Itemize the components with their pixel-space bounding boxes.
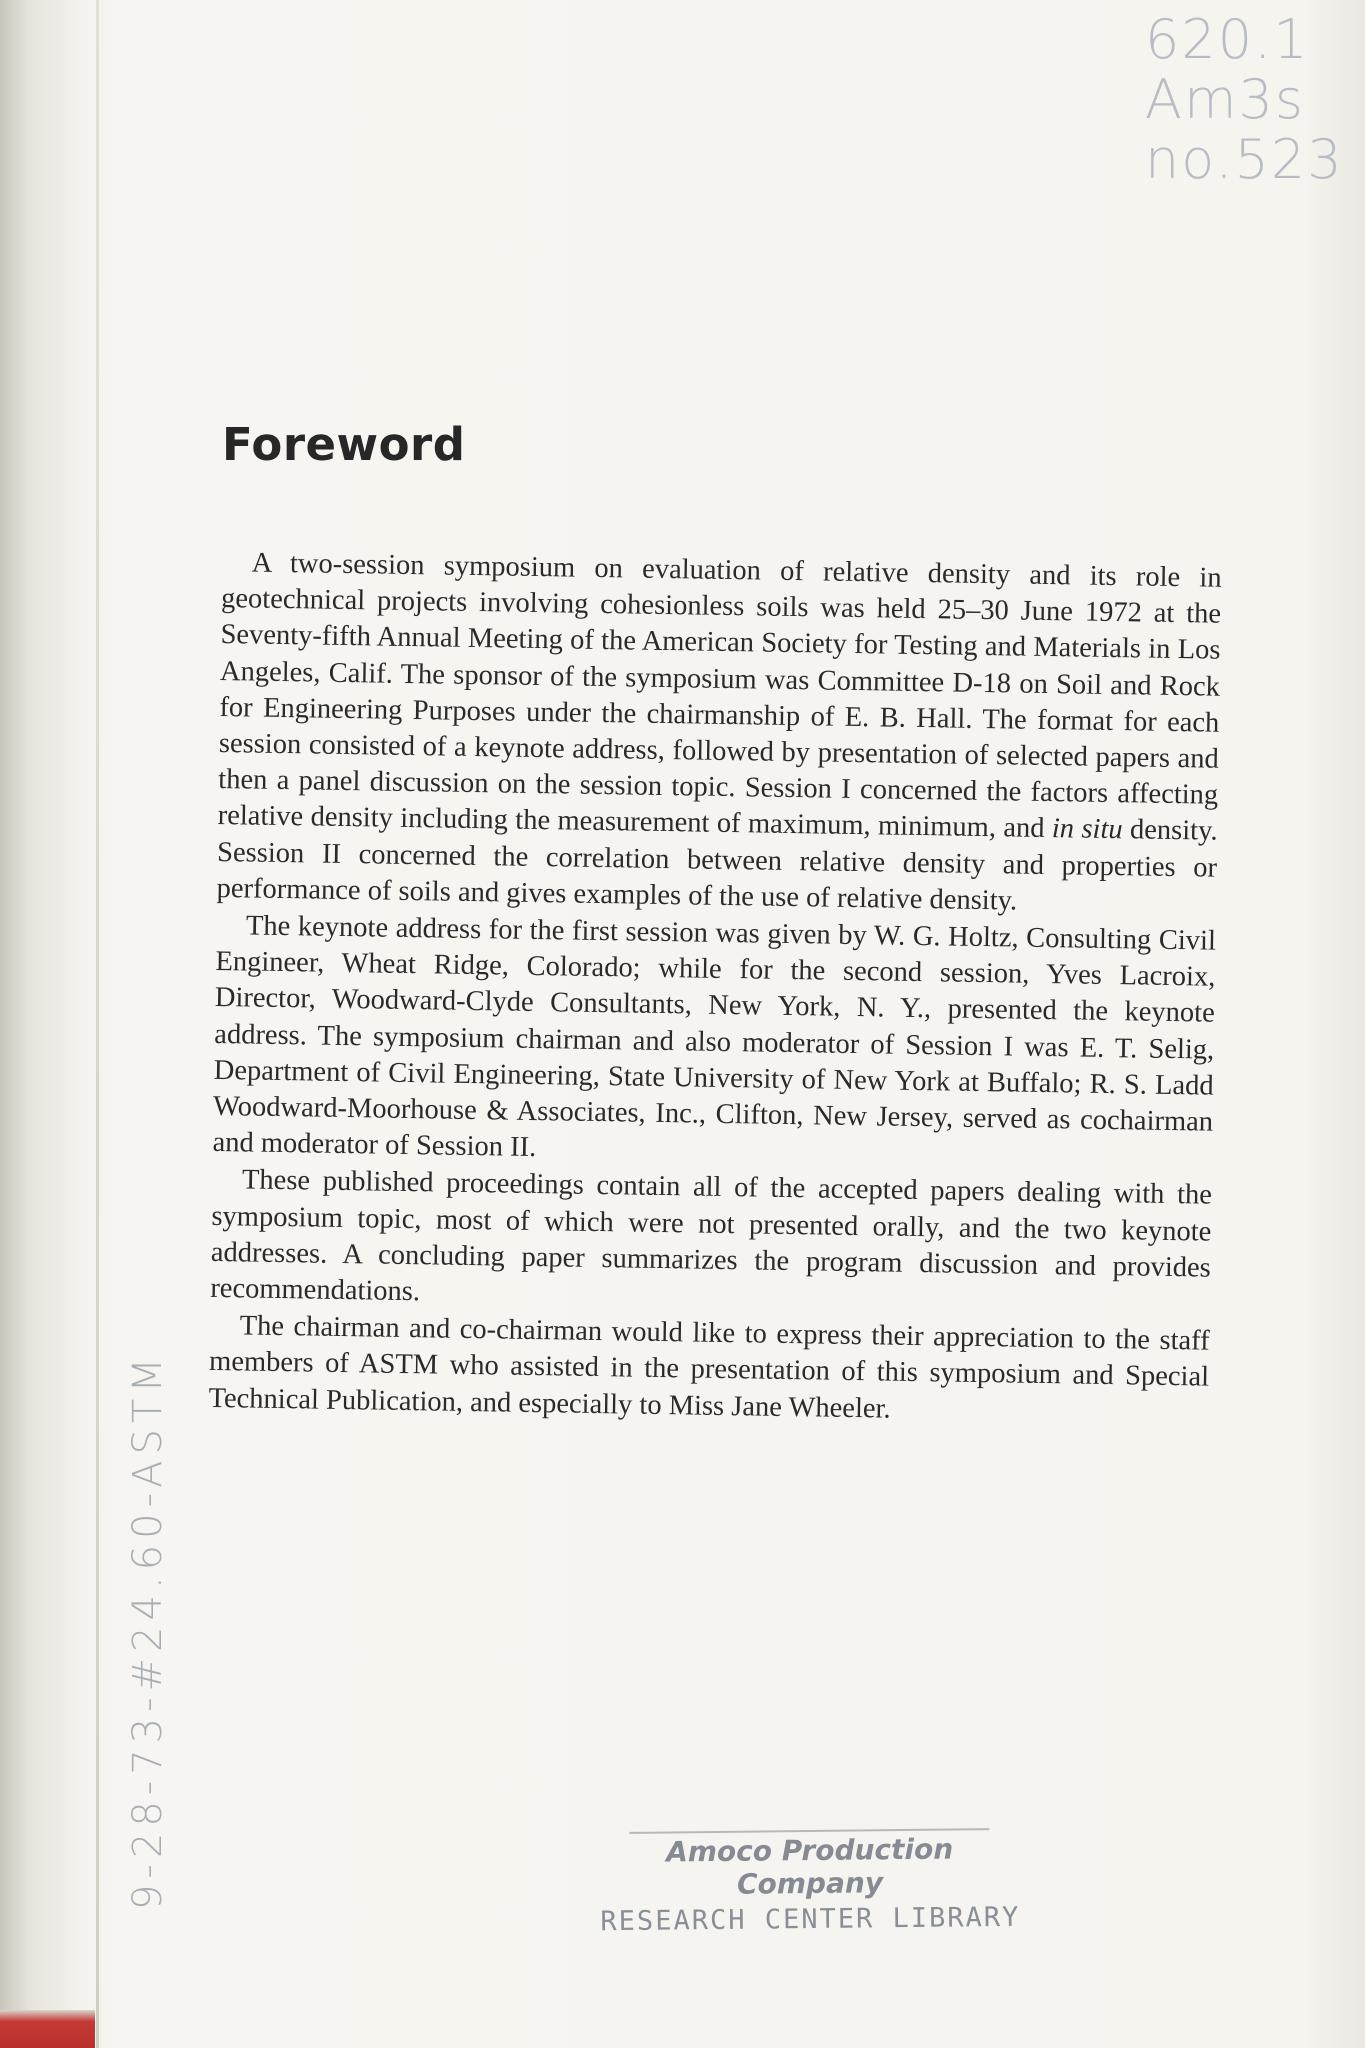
paragraph-1-part-b: density. Session II concerned the correlation between relative density and properties or performance of soils and gives examples of the use of relative density. [216,814,1218,917]
call-number-line-2: Am3s [1145,68,1306,131]
paragraph-3: These published proceedings contain all of the accepted papers dealing with the symposium topic, most of which were not presented orally, and the two keynote addresses. A concluding paper summarizes the program discussion and provides recommendations. [210,1164,1213,1308]
paragraph-1 [216,545,1222,923]
paragraph-1-part-a: A two-session symposium on evaluation of relative density and its role in geotechnical projects involving cohesionless soils was held 25–30 June 1972 at the Seventy-fifth Annual Meeting of the American Society for Testing and Materials in Los Angeles, Calif. The sponsor of the symposium was Committee D-18 on Soil and Rock for Engineering Purposes under the chairmanship of E. B. Hall. The format for each session consisted of a keynote address, followed by presentation of selected papers and then a panel discussion on the session topic. Session I concerned the factors affecting relative density including the measurement of maximum, minimum, and [217,547,1222,845]
foreword-body [208,545,1222,1433]
handwritten-call-number [1145,10,1355,190]
call-number-line-1: 620.1 [1145,8,1310,71]
call-number-line-3: no.523 [1145,128,1344,191]
paragraph-1-italic: in situ [1051,813,1123,846]
page-title: Foreword [222,418,466,471]
page-gutter [96,0,99,2048]
red-book-edge [0,2010,95,2048]
library-stamp [599,1828,1020,1937]
stamp-library: RESEARCH CENTER LIBRARY [600,1901,1021,1938]
paragraph-2: The keynote address for the first session was given by W. G. Holtz, Consulting Civil Engineer, Wheat Ridge, Colorado; while for the second session, Yves Lacroix, Director, Woodward-Clyde Consultants, New York, N. Y., presented the keynote address. The symposium chairman and also moderator of Session I was E. T. Selig, Department of Civil Engineering, State University of New York at Buffalo; R. S. Ladd Woodward-Moorhouse & Associates, Inc., Clifton, New Jersey, served as cochairman and moderator of Session II. [212,910,1217,1164]
stamp-company: Amoco Production Company [665,1832,954,1901]
handwritten-margin-note: 9-28-73-#24.60-ASTM [125,1352,171,1910]
paragraph-4: The chairman and co-chairman would like to express their appreciation to the staff members of ASTM who assisted in the presentation of this symposium and Special Technical Publication, and especially to Miss Jane Wheeler. [208,1310,1210,1425]
